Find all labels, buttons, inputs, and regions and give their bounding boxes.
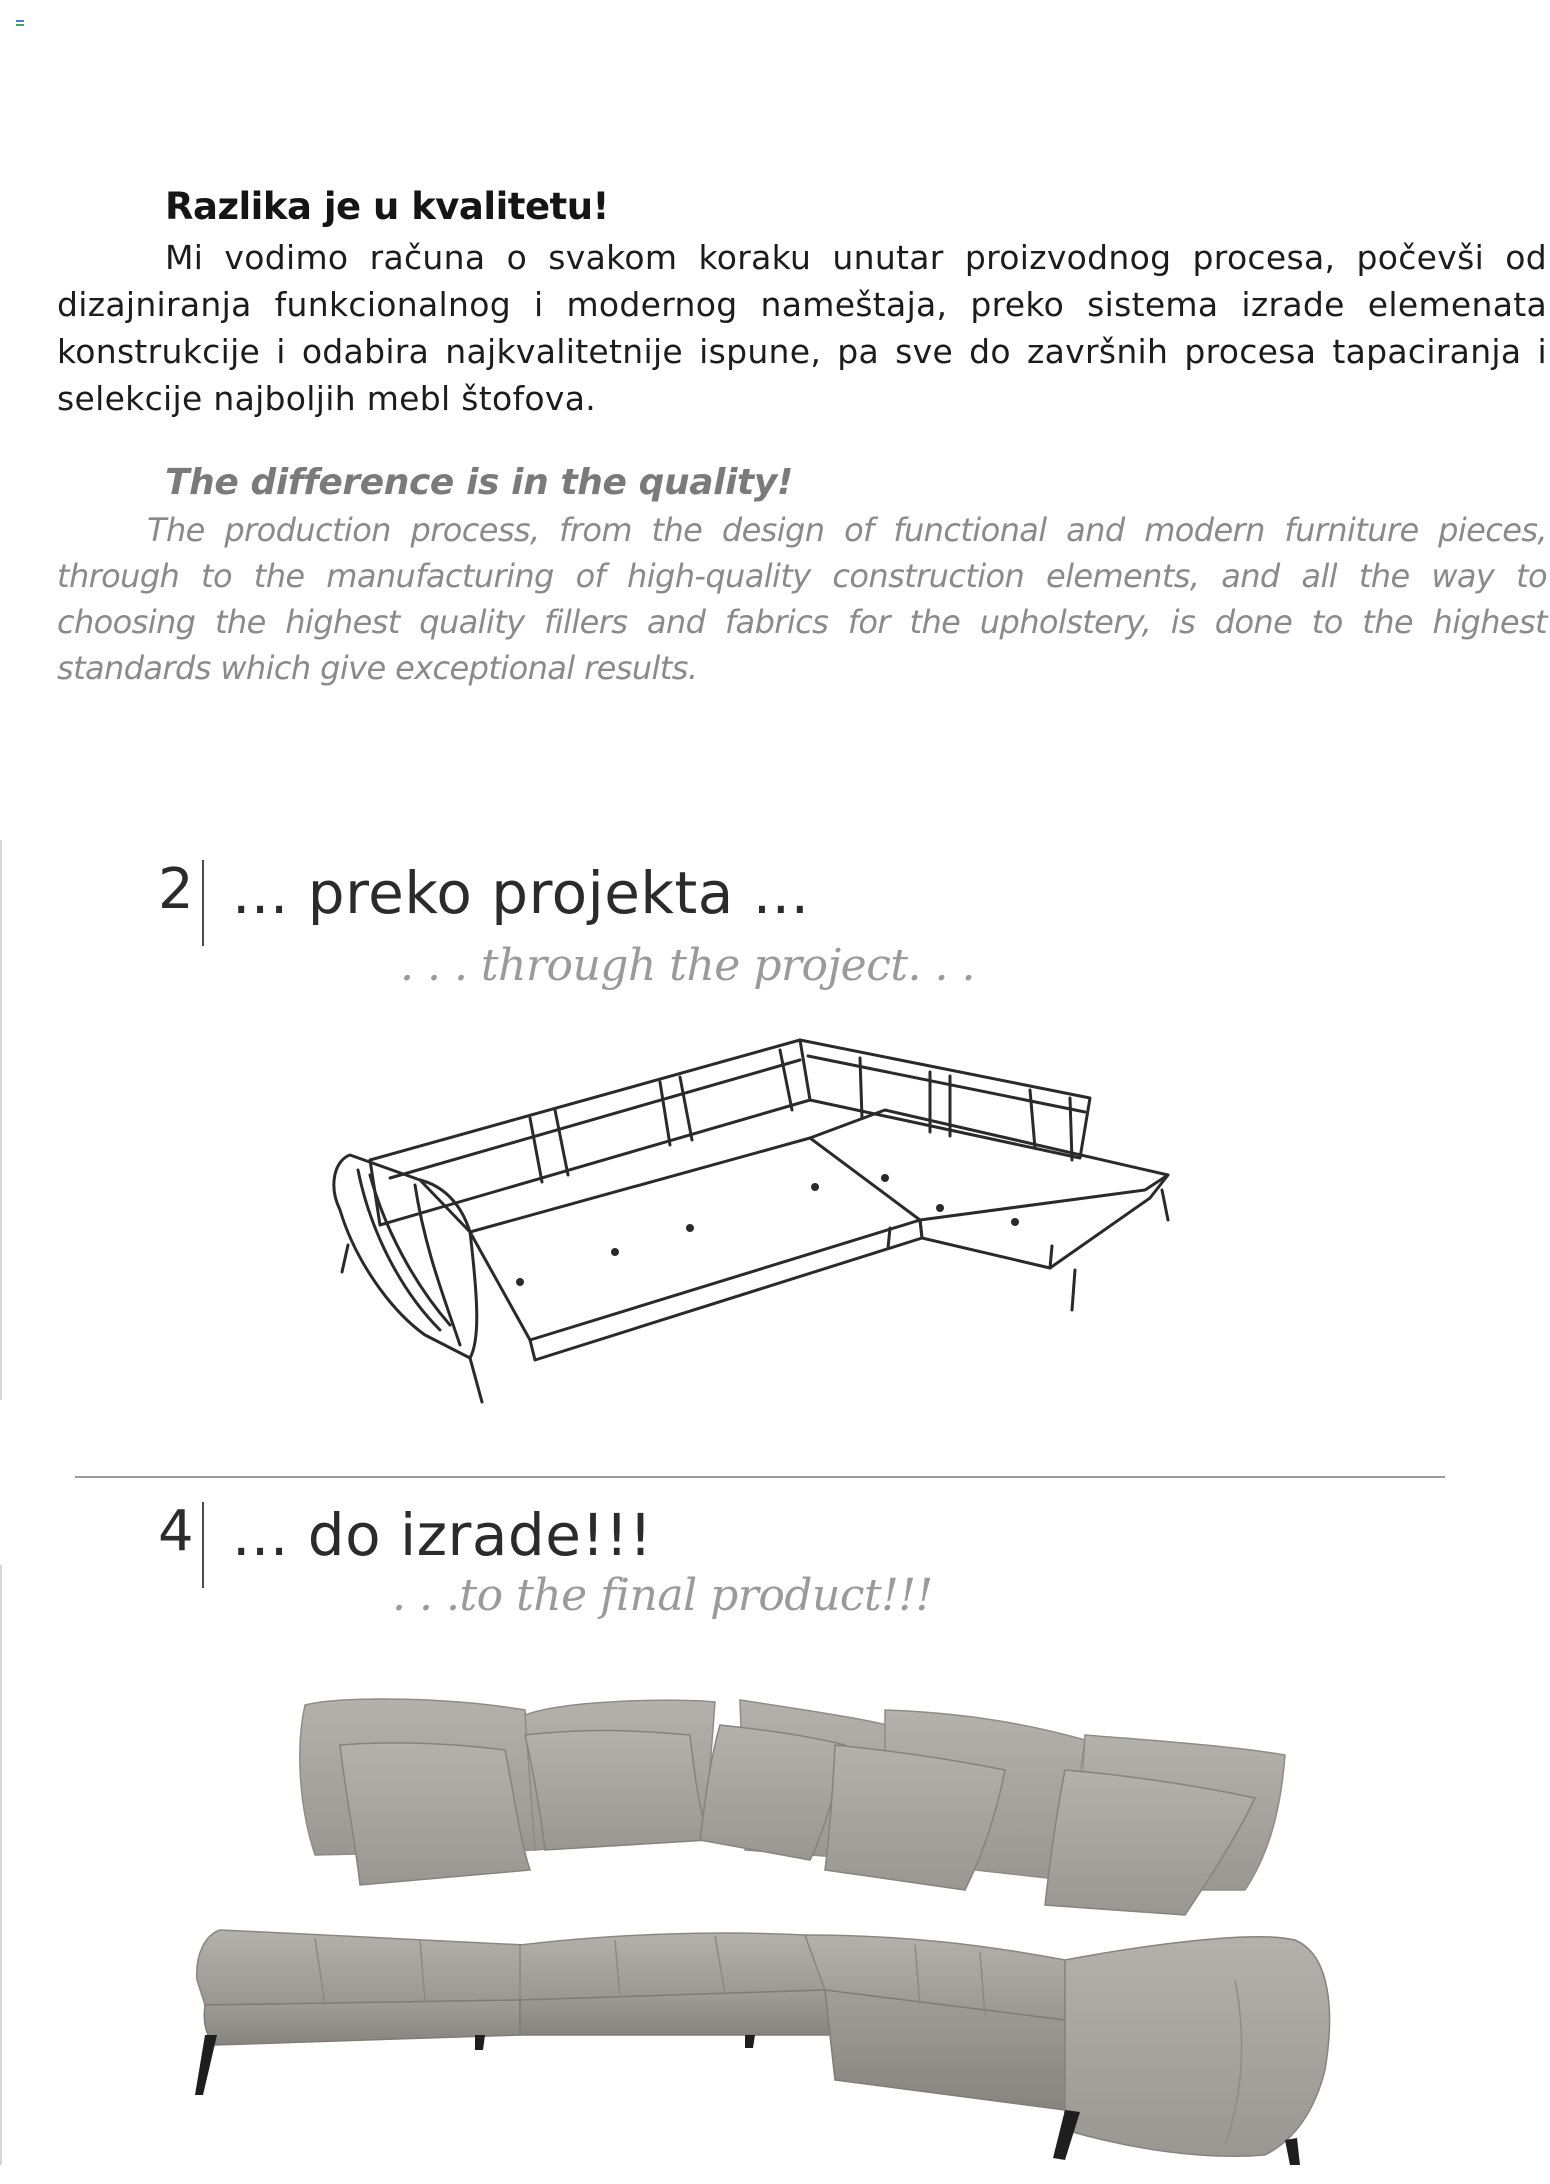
corner-mark-green [16, 24, 24, 26]
section-divider [75, 1476, 1445, 1478]
step-subtitle: . . . through the project. . . [400, 940, 975, 991]
step-number: 2 [158, 857, 194, 922]
step-divider-bar [202, 860, 204, 946]
sofa-sketch-illustration [330, 1010, 1190, 1410]
step-divider-bar [202, 1502, 204, 1588]
step-title: ... do izrade!!! [232, 1501, 653, 1569]
step-number: 4 [158, 1499, 194, 1564]
corner-mark [16, 20, 24, 26]
intro-heading-en: The difference is in the quality! [165, 462, 793, 503]
intro-heading-sr: Razlika je u kvalitetu! [165, 185, 609, 228]
intro-english [57, 462, 1547, 691]
intro-serbian [57, 185, 1547, 422]
intro-body-sr: Mi vodimo računa o svakom koraku unutar proizvodnog procesa, počevši od dizajniranja funkcionalnog i modernog nameštaja, preko sistema izrade elemenata konstrukcije i odabira najkvalitetnije ispune, pa sve do završnih procesa tapaciranja i selekcije najboljih mebl štofova. [57, 238, 1547, 418]
sketch-tufting-buttons [516, 1174, 1019, 1286]
sofa-product-image [185, 1690, 1445, 2170]
step-subtitle: . . .to the final product!!! [392, 1570, 933, 1621]
left-edge-rule [0, 1565, 2, 2165]
intro-body-en: The production process, from the design of functional and modern furniture pieces, through to the manufacturing of high-quality construction elements, and all the way to choosing the highest quality fillers and fabrics for the upholstery, is done to the highest standards which give exceptional results. [57, 511, 1547, 687]
step-project [158, 857, 810, 946]
left-edge-rule [0, 840, 2, 1400]
corner-mark-blue [16, 20, 24, 22]
step-title: ... preko projekta ... [232, 859, 810, 927]
